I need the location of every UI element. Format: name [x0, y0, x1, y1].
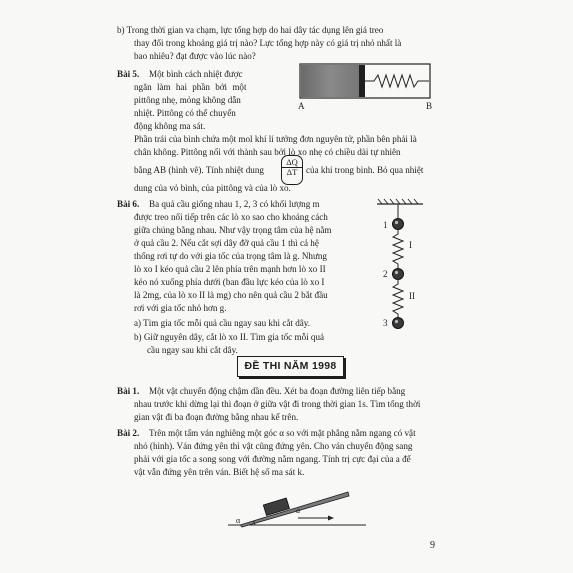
bai5-line-4: nhiệt. Pittông có thể chuyển	[134, 108, 236, 118]
bai5-label: Bài 5.	[117, 69, 140, 79]
exam-bai2-line-3: phải với gia tốc a song song với đường nằm ngang. Tính trị cực đại của a để	[134, 454, 411, 464]
inclined-board	[240, 492, 349, 527]
bai5-line-1: Một bình cách nhiệt được	[149, 69, 243, 79]
bai5-line-3: pittông nhẹ, mỏng không dẫn	[134, 95, 241, 105]
fraction-denominator: ΔT	[286, 167, 298, 177]
bai6-line-4: ở quả cầu 2. Nếu cắt sợi dây đỡ quả cầu 1 thì cả hệ	[134, 238, 319, 248]
spring-ii	[393, 280, 403, 317]
bai6-label: Bài 6.	[117, 199, 140, 209]
bai6-line-2: được treo nối tiếp trên các lò xo sao cho khoảng cách	[134, 212, 328, 222]
ball-2	[393, 269, 404, 280]
bai5-last-line: dung của vỏ bình, của pittông và của lò xo.	[134, 183, 291, 193]
exam-bai1-label: Bài 1.	[117, 386, 140, 396]
hanging-balls-figure	[365, 196, 435, 336]
fig-label-a-vector: a	[296, 505, 301, 515]
exam-bai2-line-2: nhỏ (hình). Ván đứng yên thì vật cũng đứng yên. Cho ván chuyển động sang	[134, 441, 413, 451]
exam-bai1-line-1: Một vật chuyển động chậm dần đều. Xét ba đoạn đường liên tiếp bằng	[149, 386, 406, 396]
bai6-line-8: là 2mg, của lò xo II là mg) cho nên quả cầu 2 bắt đầu	[134, 290, 328, 300]
top-line-3: bao nhiêu? đạt được vào lúc nào?	[134, 51, 256, 61]
section-title: ĐỀ THI NĂM 1998	[237, 356, 344, 377]
fig-label-alpha: α	[236, 516, 241, 525]
bai5-line-2: ngăn làm hai phần bởi một	[134, 82, 247, 92]
page-number: 9	[430, 540, 435, 551]
bai6-line-5: thống rơi tự do với gia tốc của trọng tâm là g. Nhưng	[134, 251, 327, 261]
bai6-line-9: rơi với gia tốc nhỏ hơn g.	[134, 303, 227, 313]
exam-bai2-label: Bài 2.	[117, 428, 140, 438]
vessel-piston-spring-figure	[294, 60, 434, 110]
exam-bai2-line-4: vật vẫn đứng yên trên ván. Biết hệ số ma sát k.	[134, 467, 305, 477]
ball-3	[393, 318, 404, 329]
label-spring-ii: II	[409, 291, 416, 301]
bai5-line-post-frac: của khí trong bình. Bỏ qua nhiệt	[306, 165, 424, 175]
exam-bai1-line-2: nhau trước khi dừng lại thì đoạn ở giữa vật đi trong thời gian 1s. Tìm tổng thời	[134, 399, 421, 409]
spring-i	[393, 230, 403, 268]
label-ball-3: 3	[383, 318, 388, 328]
top-line-2: thay đổi trong khoảng giá trị nào? Lực tổng hợp này có giá trị nhỏ nhất là	[134, 38, 402, 48]
fig-label-b: B	[426, 101, 433, 111]
label-ball-2: 2	[383, 269, 388, 279]
ball-1	[393, 219, 404, 230]
piston	[359, 65, 365, 97]
bai5-full-line-1: Phần trái của bình chứa một mol khí lí tưởng đơn nguyên tử, phần bên phải là	[134, 134, 417, 144]
bai6-line-1: Ba quả cầu giống nhau 1, 2, 3 có khối lượng m	[149, 199, 320, 209]
bai6-question-a: a) Tìm gia tốc mỗi quả cầu ngay sau khi cắt dây.	[134, 318, 311, 328]
gas-region	[301, 65, 359, 97]
label-spring-i: I	[409, 240, 413, 250]
label-ball-1: 1	[383, 220, 388, 230]
fraction-numerator: ΔQ	[282, 158, 302, 168]
bai5-line-pre-frac: bằng AB (hình vẽ). Tính nhiệt dung	[134, 165, 264, 175]
bai5-full-line-2: chân không. Pittông nối với thành sau bởi lò xo nhẹ có chiều dài tự nhiên	[134, 147, 401, 157]
spring	[365, 75, 429, 87]
bai6-line-3: giữa chúng bằng nhau. Như vậy trọng tâm của hệ nằm	[134, 225, 332, 235]
fig-label-a: A	[298, 101, 305, 111]
heat-capacity-fraction	[282, 158, 302, 177]
top-line-1: b) Trong thời gian va chạm, lực tổng hợp do hai dây tác dụng lên giá treo	[117, 25, 384, 35]
exam-bai2-line-1: Trên một tấm ván nghiêng một góc α so với mặt phẳng nằm ngang có vật	[149, 428, 416, 438]
bai5-line-5: động không ma sát.	[134, 121, 206, 131]
bai6-line-7: kéo nó xuống phía dưới (ban đầu lực kéo của lò xo I	[134, 277, 325, 287]
exam-bai1-line-3: gian vật đi ba đoạn đường bằng nhau kể trên.	[134, 412, 299, 422]
bai6-question-b-cont: cầu ngay sau khi cắt dây.	[147, 345, 238, 355]
bai6-question-b: b) Giữ nguyên dây, cắt lò xo II. Tìm gia tốc mỗi quả	[134, 332, 325, 342]
bai6-line-6: lò xo I kéo quả cầu 2 lên phía trên mạnh hơn lò xo II	[134, 264, 326, 274]
